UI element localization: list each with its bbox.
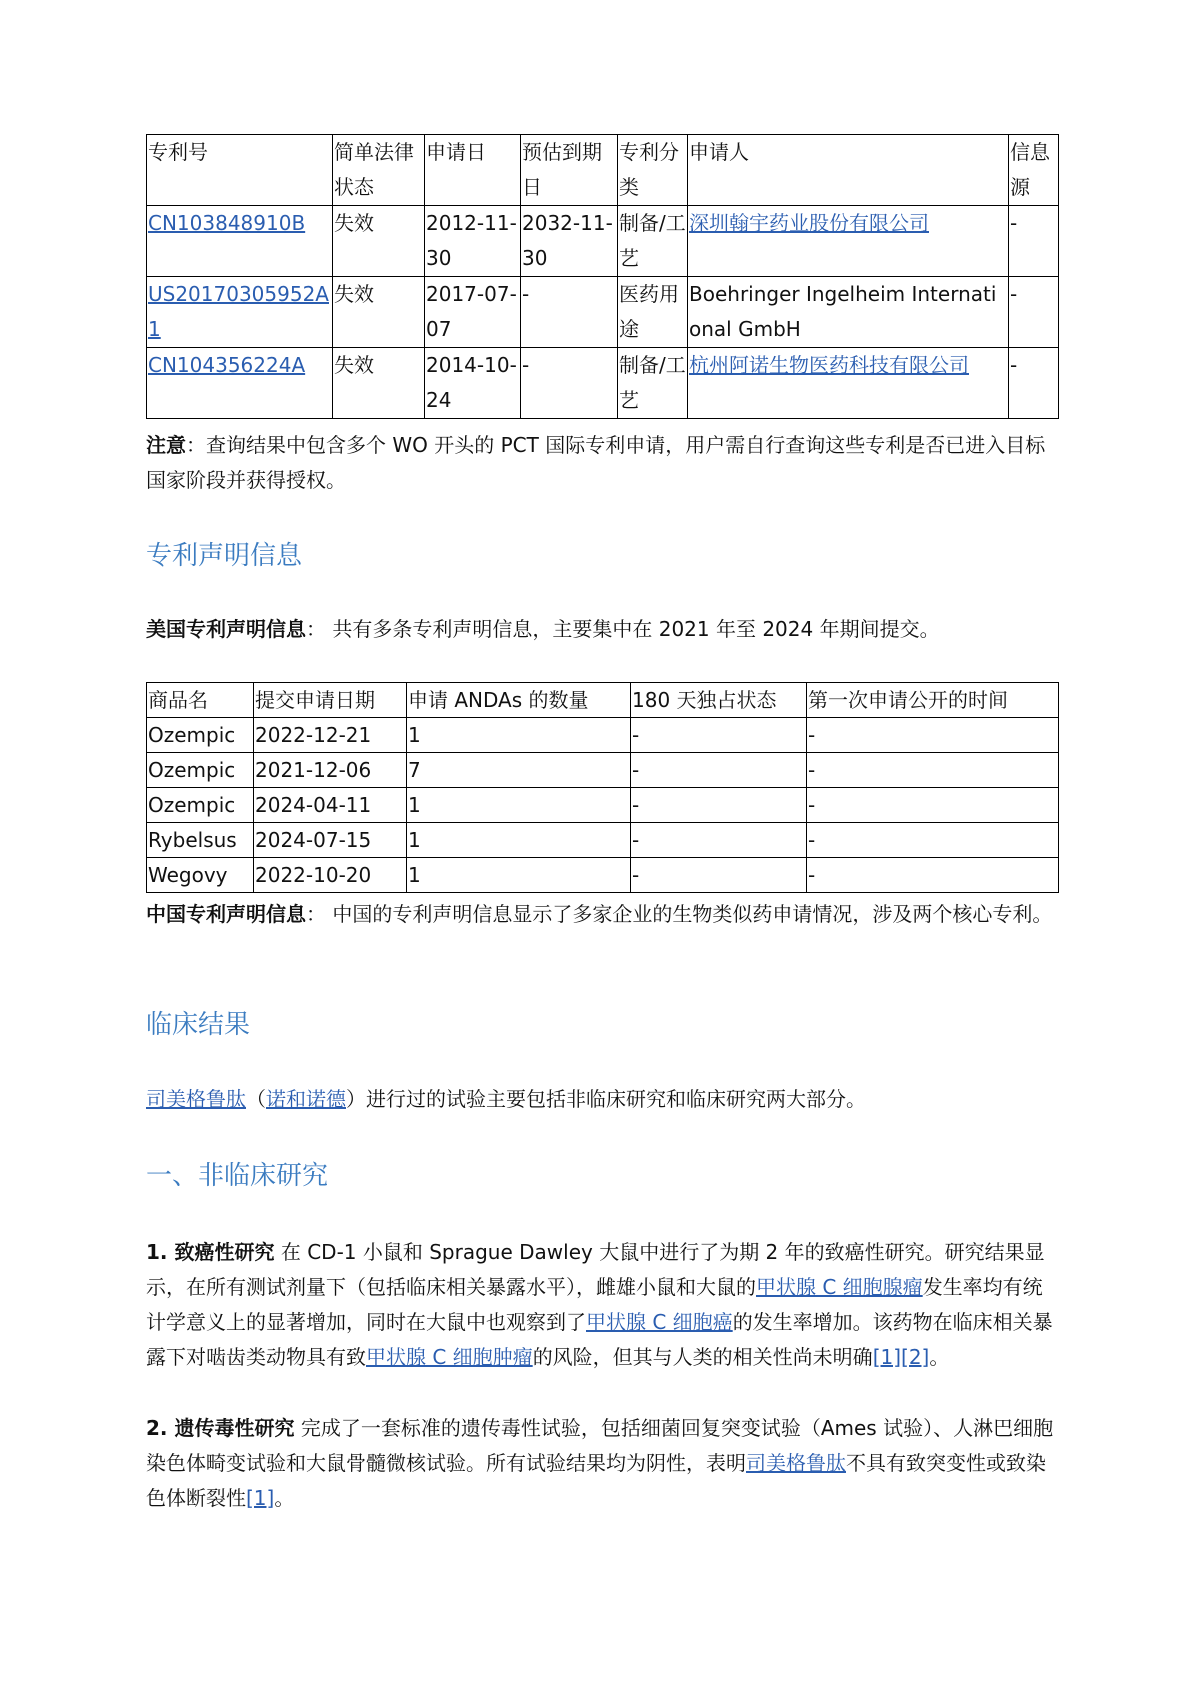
table-cell: - — [631, 788, 807, 823]
carcinogenicity-paragraph — [146, 1235, 1056, 1375]
header-cell: 提交申请日期 — [254, 683, 407, 718]
status-cell: 失效 — [333, 277, 425, 348]
applicant-cell — [688, 206, 1009, 277]
header-cell: 申请 ANDAs 的数量 — [407, 683, 631, 718]
patent-number-cell — [147, 348, 333, 419]
applicant-link[interactable]: 深圳翰宇药业股份有限公司 — [689, 211, 929, 235]
us-decl-label: 美国专利声明信息 — [146, 617, 306, 641]
status-cell: 失效 — [333, 348, 425, 419]
table-cell: - — [807, 858, 1059, 893]
header-cell: 申请日 — [425, 135, 521, 206]
table-row — [147, 858, 1059, 893]
p1-text: 在 CD-1 小鼠和 Sprague Dawley 大鼠中进行了为期 2 年的致癌性研究。研究结果显示，在所有测试剂量下（包括临床相关暴露水平），雌雄小鼠和大鼠的 — [146, 1240, 1045, 1299]
table-cell: Ozempic — [147, 753, 254, 788]
apply-date-cell: 2017-07-07 — [425, 277, 521, 348]
table-cell: 1 — [407, 823, 631, 858]
anda-table-wrapper — [146, 682, 1056, 893]
thyroid-tumor-link[interactable]: 甲状腺 C 细胞肿瘤 — [366, 1345, 533, 1369]
category-cell: 制备/工艺 — [618, 348, 688, 419]
table-row — [147, 348, 1059, 419]
table-cell: 2024-04-11 — [254, 788, 407, 823]
reference-link-2[interactable]: [2] — [901, 1345, 930, 1369]
table-row — [147, 788, 1059, 823]
anda-table — [146, 682, 1059, 893]
reference-link-1[interactable]: [1] — [872, 1345, 902, 1369]
p1-text: 。 — [929, 1345, 950, 1369]
cn-decl-text: ： 中国的专利声明信息显示了多家企业的生物类似药申请情况，涉及两个核心专利。 — [306, 902, 1053, 926]
table-cell: Ozempic — [147, 788, 254, 823]
table-row — [147, 206, 1059, 277]
table-cell: - — [631, 718, 807, 753]
cn-decl-paragraph — [146, 897, 1056, 932]
anda-table-header — [147, 683, 1059, 718]
p2-text: 不具有致突变性或致染色体断裂性 — [146, 1451, 1046, 1510]
header-cell: 专利号 — [147, 135, 333, 206]
p1-text: 的发生率增加。该药物在临床相关暴露下对啮齿类动物具有致 — [146, 1310, 1053, 1369]
p2-label: 2. 遗传毒性研究 — [146, 1416, 295, 1440]
thyroid-carcinoma-link[interactable]: 甲状腺 C 细胞癌 — [586, 1310, 733, 1334]
clinical-intro-paragraph — [146, 1082, 1056, 1117]
patent-number-cell — [147, 277, 333, 348]
reference-link-1[interactable]: [1] — [246, 1486, 275, 1510]
thyroid-adenoma-link[interactable]: 甲状腺 C 细胞腺瘤 — [756, 1275, 923, 1299]
table-cell: - — [631, 823, 807, 858]
intro-text: ）进行过的试验主要包括非临床研究和临床研究两大部分。 — [346, 1087, 866, 1111]
section-title: 临床结果 — [146, 1010, 251, 1040]
table-cell: 2022-10-20 — [254, 858, 407, 893]
header-cell: 专利分类 — [618, 135, 688, 206]
source-cell: - — [1009, 277, 1059, 348]
table-cell: - — [631, 753, 807, 788]
apply-date-cell: 2014-10-24 — [425, 348, 521, 419]
table-row — [147, 718, 1059, 753]
table-cell: 7 — [407, 753, 631, 788]
header-cell: 180 天独占状态 — [631, 683, 807, 718]
patent-table-header — [147, 135, 1059, 206]
category-cell: 医药用途 — [618, 277, 688, 348]
header-cell: 申请人 — [688, 135, 1009, 206]
drug-link[interactable]: 司美格鲁肽 — [146, 1087, 246, 1111]
patent-number-cell — [147, 206, 333, 277]
expire-date-cell: - — [521, 348, 618, 419]
header-cell: 简单法律状态 — [333, 135, 425, 206]
note-paragraph — [146, 428, 1056, 498]
company-link[interactable]: 诺和诺德 — [266, 1087, 346, 1111]
p2-text: 。 — [274, 1486, 295, 1510]
applicant-cell: Boehringer Ingelheim International GmbH — [688, 277, 1009, 348]
table-cell: - — [807, 788, 1059, 823]
p2-text: 完成了一套标准的遗传毒性试验，包括细菌回复突变试验（Ames 试验）、人淋巴细胞染色体畸变试验和大鼠骨髓微核试验。所有试验结果均为阴性，表明 — [146, 1416, 1054, 1475]
table-cell: 1 — [407, 788, 631, 823]
status-cell: 失效 — [333, 206, 425, 277]
header-cell: 预估到期日 — [521, 135, 618, 206]
section-heading-clinical — [146, 1008, 1056, 1042]
us-decl-text: ： 共有多条专利声明信息，主要集中在 2021 年至 2024 年期间提交。 — [306, 617, 940, 641]
applicant-link[interactable]: 杭州阿诺生物医药科技有限公司 — [689, 353, 969, 377]
section-heading-nonclinical — [146, 1159, 1056, 1193]
patent-number-link[interactable]: CN103848910B — [148, 211, 306, 235]
source-cell: - — [1009, 348, 1059, 419]
patent-number-link[interactable]: US20170305952A1 — [148, 282, 329, 341]
section-heading-patent-decl — [146, 539, 1056, 573]
table-cell: 1 — [407, 858, 631, 893]
applicant-cell — [688, 348, 1009, 419]
patent-table-wrapper — [146, 134, 1056, 419]
table-cell: Rybelsus — [147, 823, 254, 858]
table-cell: 2021-12-06 — [254, 753, 407, 788]
p1-text: 的风险，但其与人类的相关性尚未明确 — [532, 1345, 873, 1369]
note-label: 注意 — [146, 433, 186, 457]
table-cell: 1 — [407, 718, 631, 753]
header-cell: 商品名 — [147, 683, 254, 718]
source-cell: - — [1009, 206, 1059, 277]
section-title: 专利声明信息 — [146, 541, 303, 571]
table-row — [147, 823, 1059, 858]
header-cell: 信息源 — [1009, 135, 1059, 206]
patent-number-link[interactable]: CN104356224A — [148, 353, 306, 377]
genotoxicity-paragraph — [146, 1411, 1056, 1516]
drug-link[interactable]: 司美格鲁肽 — [746, 1451, 846, 1475]
header-cell: 第一次申请公开的时间 — [807, 683, 1059, 718]
table-cell: Ozempic — [147, 718, 254, 753]
apply-date-cell: 2012-11-30 — [425, 206, 521, 277]
table-cell: - — [807, 718, 1059, 753]
table-cell: - — [807, 753, 1059, 788]
table-cell: 2022-12-21 — [254, 718, 407, 753]
section-title: 一、非临床研究 — [146, 1161, 329, 1191]
p1-label: 1. 致癌性研究 — [146, 1240, 275, 1264]
table-cell: Wegovy — [147, 858, 254, 893]
expire-date-cell: 2032-11-30 — [521, 206, 618, 277]
expire-date-cell: - — [521, 277, 618, 348]
patent-table — [146, 134, 1059, 419]
table-cell: 2024-07-15 — [254, 823, 407, 858]
note-text: ：查询结果中包含多个 WO 开头的 PCT 国际专利申请，用户需自行查询这些专利是否已进入目标国家阶段并获得授权。 — [146, 433, 1046, 492]
category-cell: 制备/工艺 — [618, 206, 688, 277]
us-decl-paragraph — [146, 612, 1056, 647]
table-row — [147, 277, 1059, 348]
table-cell: - — [631, 858, 807, 893]
table-row — [147, 753, 1059, 788]
cn-decl-label: 中国专利声明信息 — [146, 902, 306, 926]
p1-text: 发生率均有统计学意义上的显著增加，同时在大鼠中也观察到了 — [146, 1275, 1043, 1334]
paren-text: （ — [246, 1087, 266, 1111]
table-cell: - — [807, 823, 1059, 858]
